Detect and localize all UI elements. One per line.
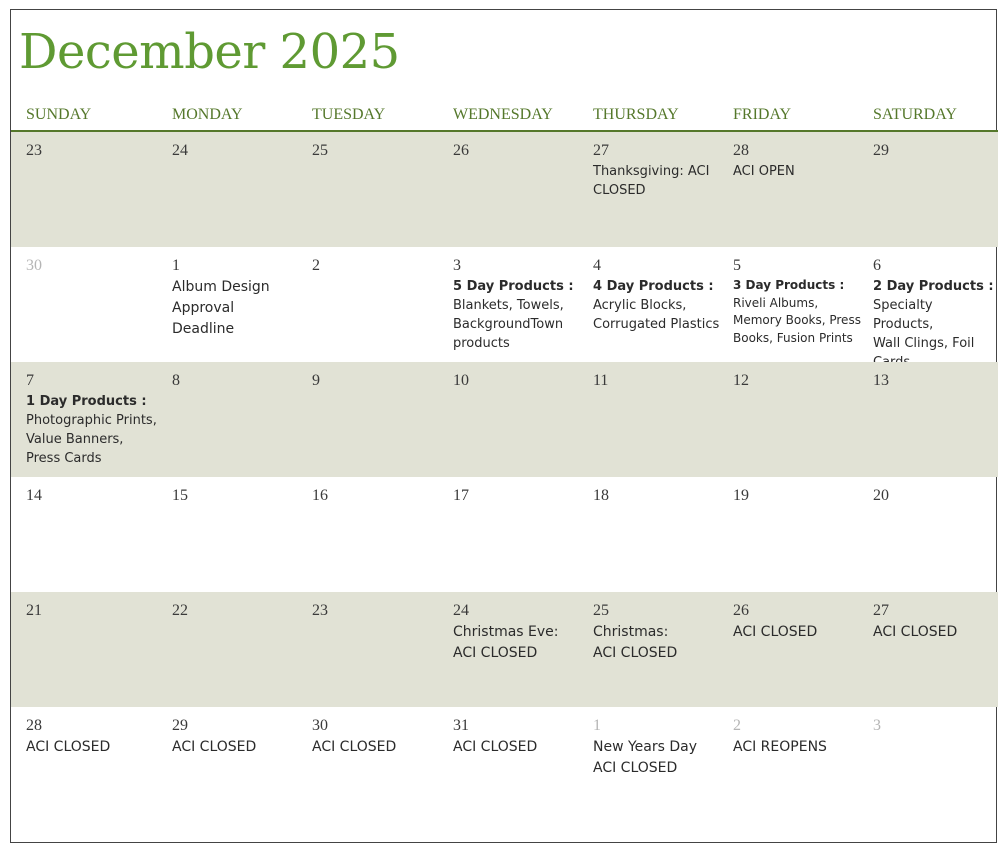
day-number: 24: [453, 602, 469, 619]
event-note: [453, 737, 537, 758]
day-number: 31: [453, 717, 469, 734]
event-note: [26, 737, 110, 758]
day-cell-monday: [172, 707, 308, 822]
event-note: [593, 737, 697, 779]
event-text: Photographic Prints, Value Banners, Press Cards: [26, 413, 157, 466]
day-number: 20: [873, 487, 889, 504]
calendar-title: December 2025: [19, 24, 400, 80]
day-number: 26: [453, 142, 469, 159]
day-number: 10: [453, 372, 469, 389]
day-cell-wednesday: [453, 707, 589, 822]
day-number: 15: [172, 487, 188, 504]
event-text: ACI CLOSED: [172, 739, 257, 755]
day-cell-wednesday: [453, 362, 589, 477]
day-cell-tuesday: [312, 362, 449, 477]
day-cell-sunday: [26, 247, 168, 362]
day-number: 28: [733, 142, 749, 159]
event-note: [733, 162, 795, 181]
day-number: 25: [312, 142, 328, 159]
day-number: 30: [26, 257, 42, 274]
day-cell-thursday: [593, 707, 729, 822]
event-note: [312, 737, 396, 758]
day-cell-tuesday: [312, 132, 449, 247]
day-cell-thursday: [593, 132, 729, 247]
event-text: Album Design Approval Deadline: [172, 279, 270, 337]
week-row: [11, 362, 998, 477]
day-number: 28: [26, 717, 42, 734]
day-cell-friday: [733, 592, 869, 707]
event-note: [873, 622, 957, 643]
week-row: [11, 247, 998, 362]
day-number: 17: [453, 487, 469, 504]
day-number: 27: [593, 142, 609, 159]
day-number: 23: [26, 142, 42, 159]
event-text: ACI CLOSED: [312, 739, 397, 755]
day-cell-friday: [733, 247, 869, 362]
day-number: 2: [312, 257, 320, 274]
day-number: 14: [26, 487, 42, 504]
day-cell-monday: [172, 592, 308, 707]
day-number: 29: [172, 717, 188, 734]
day-cell-thursday: [593, 477, 729, 592]
week-row: [11, 592, 998, 707]
event-note: [453, 277, 574, 353]
day-number: 9: [312, 372, 320, 389]
event-text: Blankets, Towels, BackgroundTown products: [453, 298, 564, 351]
day-number: 29: [873, 142, 889, 159]
event-text: Christmas Eve: ACI CLOSED: [453, 624, 559, 661]
week-row: [11, 477, 998, 592]
event-text: ACI CLOSED: [733, 624, 818, 640]
day-cell-tuesday: [312, 592, 449, 707]
day-cell-saturday: [873, 132, 994, 247]
day-cell-monday: [172, 247, 308, 362]
weekday-wednesday: WEDNESDAY: [453, 106, 553, 123]
day-number: 30: [312, 717, 328, 734]
event-note: [172, 737, 256, 758]
event-note: [733, 622, 817, 643]
day-cell-saturday: [873, 592, 994, 707]
day-cell-friday: [733, 707, 869, 822]
day-cell-tuesday: [312, 707, 449, 822]
day-cell-sunday: [26, 592, 168, 707]
day-number: 1: [593, 717, 601, 734]
event-note: [26, 392, 157, 468]
day-number: 19: [733, 487, 749, 504]
day-cell-sunday: [26, 707, 168, 822]
day-cell-friday: [733, 362, 869, 477]
day-number: 3: [873, 717, 881, 734]
event-text: Thanksgiving: ACI CLOSED: [593, 164, 710, 198]
event-text: ACI CLOSED: [26, 739, 111, 755]
day-cell-monday: [172, 362, 308, 477]
day-number: 6: [873, 257, 881, 274]
day-cell-thursday: [593, 592, 729, 707]
day-number: 12: [733, 372, 749, 389]
day-cell-wednesday: [453, 477, 589, 592]
day-cell-wednesday: [453, 132, 589, 247]
event-heading: 3 Day Products :: [733, 278, 845, 292]
day-number: 23: [312, 602, 328, 619]
week-row: [11, 132, 998, 247]
event-text: Riveli Albums, Memory Books, Press Books, Fusion Prints: [733, 295, 861, 345]
day-cell-sunday: [26, 132, 168, 247]
event-text: Christmas: ACI CLOSED: [593, 624, 678, 661]
day-number: 21: [26, 602, 42, 619]
day-number: 16: [312, 487, 328, 504]
event-heading: 5 Day Products :: [453, 279, 574, 294]
event-text: ACI OPEN: [733, 164, 795, 179]
day-number: 18: [593, 487, 609, 504]
day-cell-sunday: [26, 362, 168, 477]
event-heading: 1 Day Products :: [26, 394, 147, 409]
event-text: Specialty Products, Wall Clings, Foil: [873, 298, 975, 351]
day-number: 7: [26, 372, 34, 389]
day-number: 26: [733, 602, 749, 619]
day-cell-saturday: [873, 247, 994, 362]
event-note: [593, 277, 719, 334]
day-number: 5: [733, 257, 741, 274]
day-number: 13: [873, 372, 889, 389]
weekday-header: [11, 106, 998, 130]
event-text: ACI CLOSED: [453, 739, 538, 755]
day-cell-thursday: [593, 247, 729, 362]
weekday-sunday: SUNDAY: [26, 106, 92, 123]
event-note: [733, 277, 861, 347]
event-text: New Years Day ACI CLOSED: [593, 739, 698, 776]
day-cell-saturday: [873, 477, 994, 592]
event-note: [172, 277, 270, 340]
day-number: 25: [593, 602, 609, 619]
day-cell-tuesday: [312, 477, 449, 592]
day-cell-tuesday: [312, 247, 449, 362]
day-number: 8: [172, 372, 180, 389]
day-number: 27: [873, 602, 889, 619]
day-number: 11: [593, 372, 609, 389]
event-note: [593, 622, 677, 664]
event-note: [733, 737, 827, 758]
day-cell-saturday: [873, 707, 994, 822]
calendar: [10, 9, 997, 843]
day-number: 24: [172, 142, 188, 159]
day-cell-sunday: [26, 477, 168, 592]
day-cell-monday: [172, 477, 308, 592]
day-number: 3: [453, 257, 461, 274]
event-note: [873, 277, 994, 372]
weekday-tuesday: TUESDAY: [312, 106, 386, 123]
day-number: 2: [733, 717, 741, 734]
day-number: 1: [172, 257, 180, 274]
event-text: ACI CLOSED: [873, 624, 958, 640]
weekday-friday: FRIDAY: [733, 106, 792, 123]
weekday-saturday: SATURDAY: [873, 106, 957, 123]
day-cell-thursday: [593, 362, 729, 477]
day-number: 22: [172, 602, 188, 619]
day-cell-monday: [172, 132, 308, 247]
event-text: ACI REOPENS: [733, 739, 827, 755]
event-heading: 2 Day Products :: [873, 279, 994, 294]
day-cell-wednesday: [453, 592, 589, 707]
event-note: [593, 162, 709, 200]
event-text: Acrylic Blocks, Corrugated Plastics: [593, 298, 720, 332]
weekday-monday: MONDAY: [172, 106, 243, 123]
weekday-thursday: THURSDAY: [593, 106, 679, 123]
day-cell-friday: [733, 477, 869, 592]
day-cell-friday: [733, 132, 869, 247]
week-row: [11, 707, 998, 822]
day-number: 4: [593, 257, 601, 274]
day-cell-saturday: [873, 362, 994, 477]
day-cell-wednesday: [453, 247, 589, 362]
event-note: [453, 622, 559, 664]
event-heading: 4 Day Products :: [593, 279, 714, 294]
